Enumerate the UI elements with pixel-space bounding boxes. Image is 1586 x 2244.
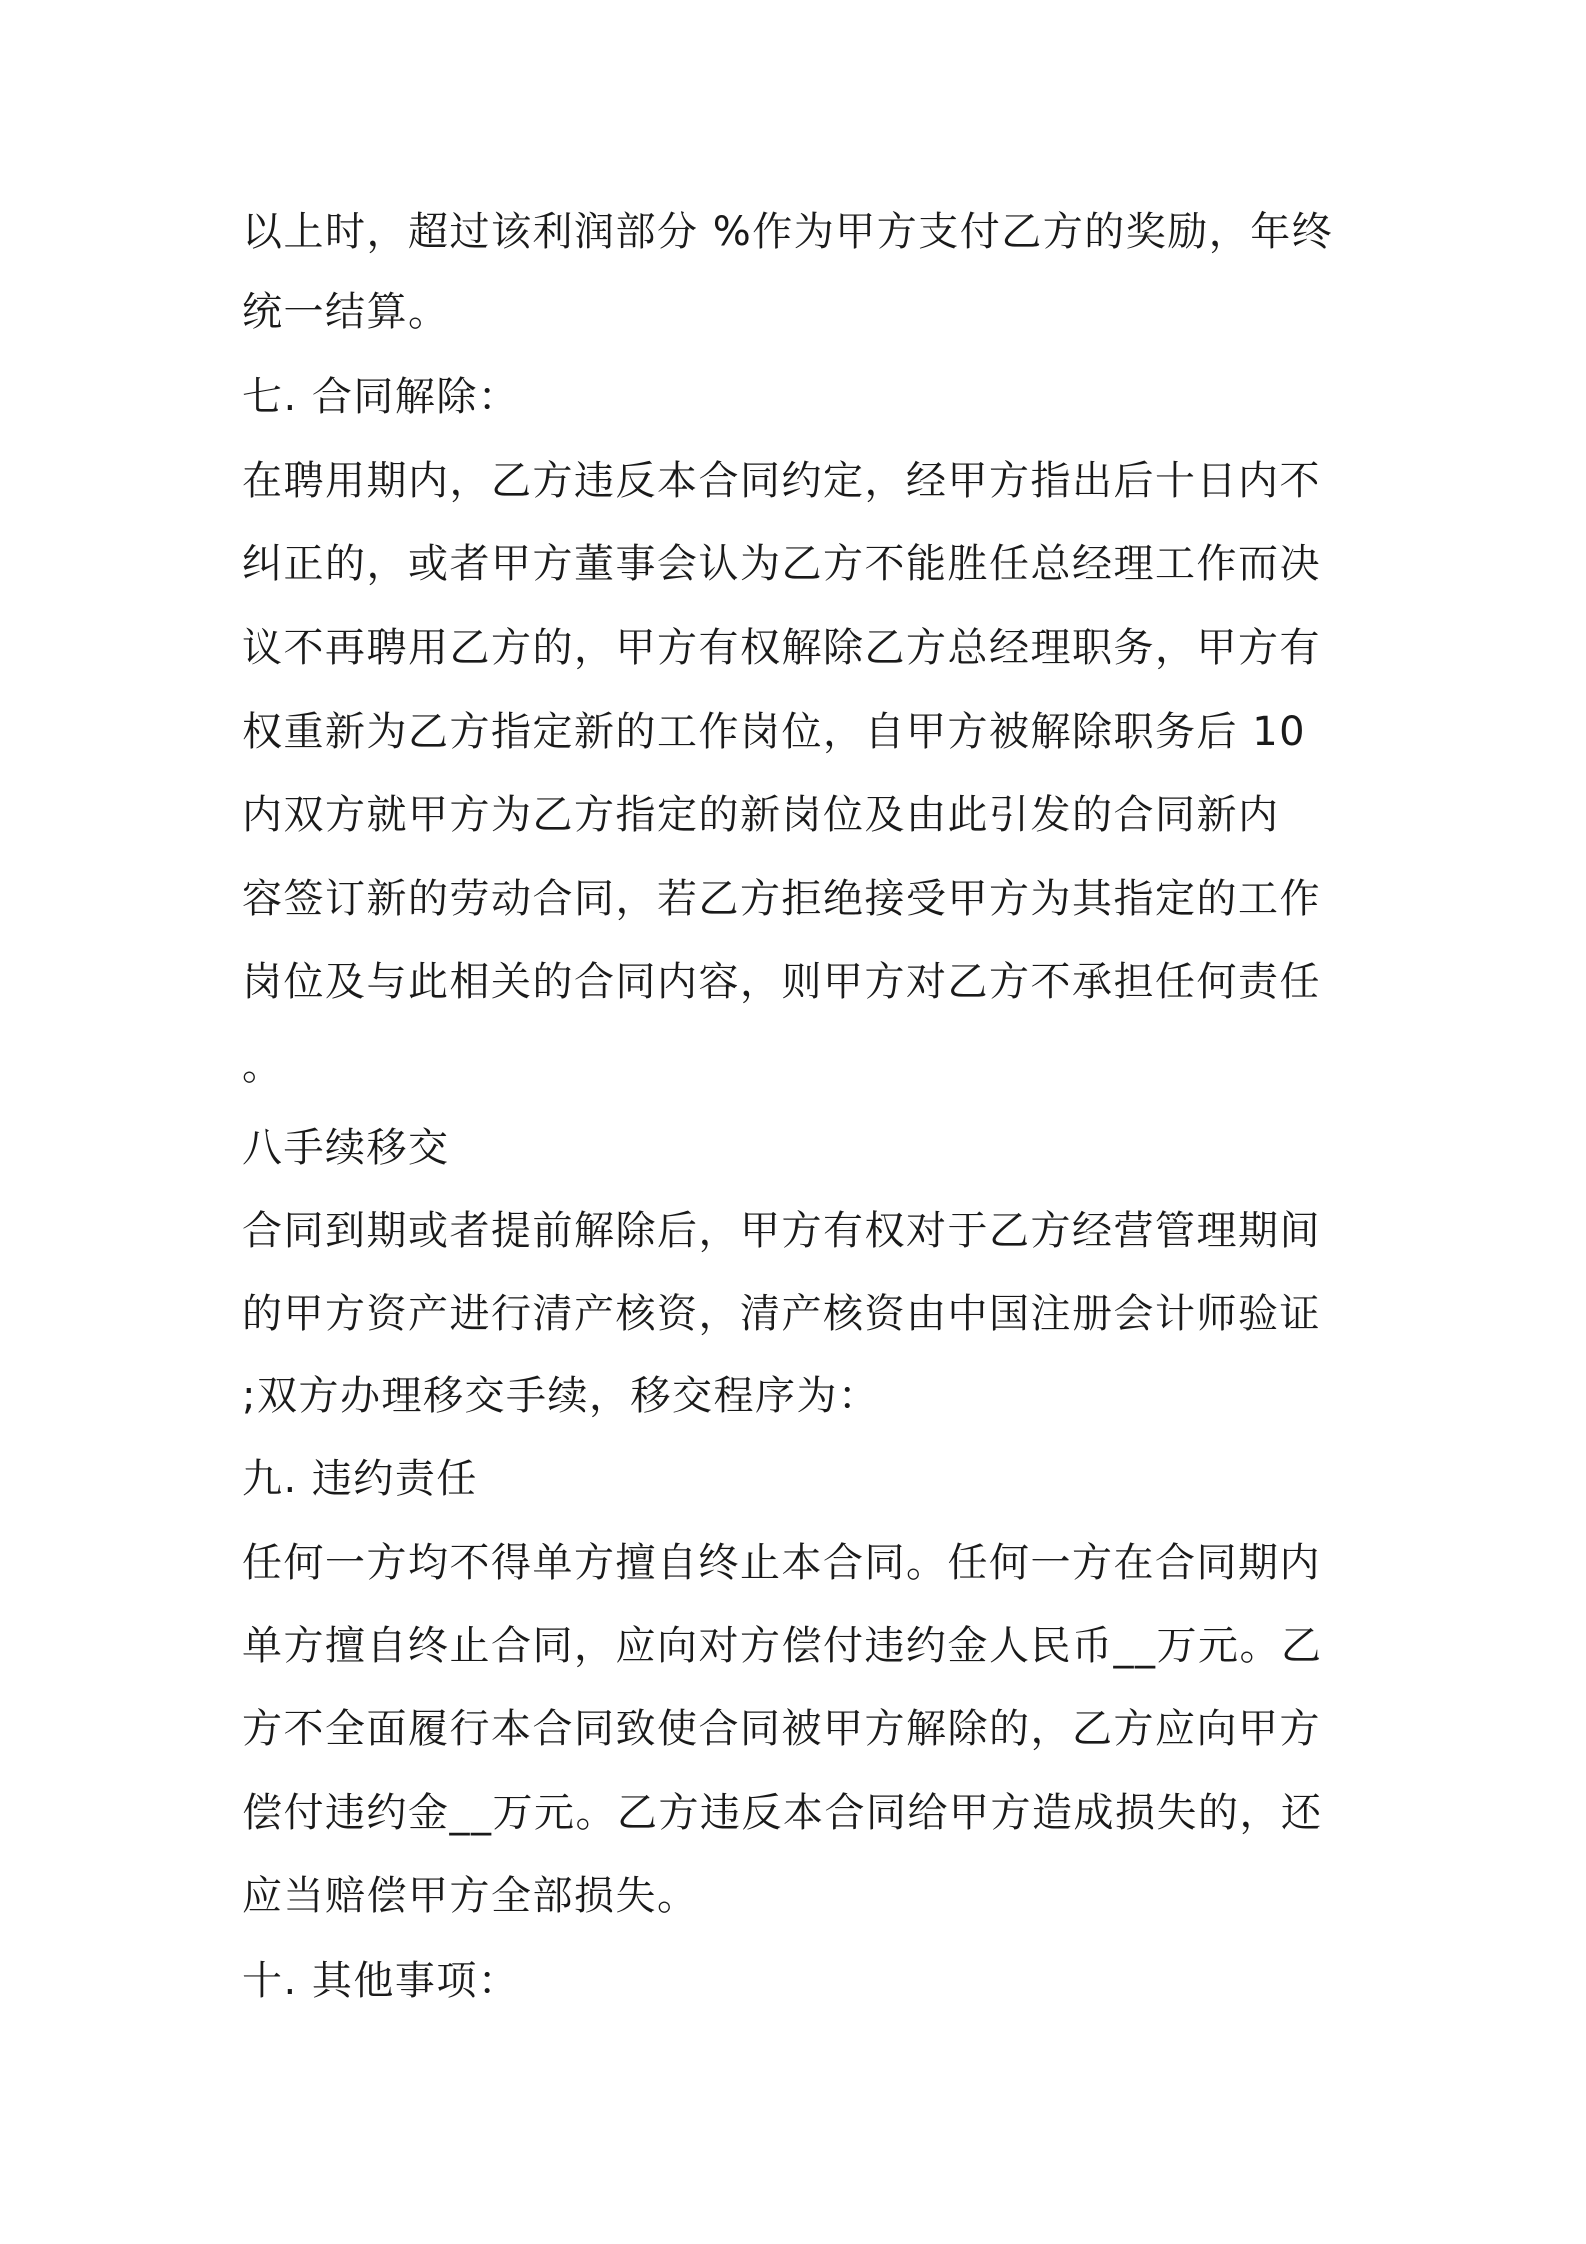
body-text-line: 偿付违约金__万元。乙方违反本合同给甲方造成损失的，还 — [242, 1790, 1323, 1836]
body-text-line: 纠正的，或者甲方董事会认为乙方不能胜任总经理工作而决 — [242, 541, 1321, 587]
body-text-line: 合同到期或者提前解除后，甲方有权对于乙方经营管理期间 — [242, 1208, 1321, 1254]
section-heading-10: 十. 其他事项： — [242, 1958, 520, 2004]
body-text-line: 。 — [242, 1043, 284, 1089]
body-text-line: 以上时，超过该利润部分 %作为甲方支付乙方的奖励，年终 — [242, 209, 1334, 255]
section-heading-7: 七. 合同解除： — [242, 374, 520, 420]
body-text-line: 的甲方资产进行清产核资，清产核资由中国注册会计师验证 — [242, 1291, 1321, 1337]
body-text-line: ;双方办理移交手续，移交程序为： — [242, 1373, 880, 1419]
body-text-line: 容签订新的劳动合同，若乙方拒绝接受甲方为其指定的工作 — [242, 876, 1321, 922]
body-text-line: 权重新为乙方指定新的工作岗位，自甲方被解除职务后 10 — [242, 709, 1307, 755]
body-text-line: 在聘用期内，乙方违反本合同约定，经甲方指出后十日内不 — [242, 458, 1321, 504]
body-text-line: 单方擅自终止合同，应向对方偿付违约金人民币__万元。乙 — [242, 1623, 1323, 1669]
body-text-line: 应当赔偿甲方全部损失。 — [242, 1873, 699, 1919]
body-text-line: 岗位及与此相关的合同内容，则甲方对乙方不承担任何责任 — [242, 959, 1321, 1005]
body-text-line: 议不再聘用乙方的，甲方有权解除乙方总经理职务，甲方有 — [242, 625, 1321, 671]
section-heading-9: 九. 违约责任 — [242, 1456, 478, 1502]
body-text-line: 统一结算。 — [242, 289, 450, 335]
body-text-line: 内双方就甲方为乙方指定的新岗位及由此引发的合同新内 — [242, 792, 1280, 838]
body-text-line: 任何一方均不得单方擅自终止本合同。任何一方在合同期内 — [242, 1540, 1321, 1586]
body-text-line: 方不全面履行本合同致使合同被甲方解除的，乙方应向甲方 — [242, 1706, 1321, 1752]
section-heading-8: 八手续移交 — [242, 1125, 450, 1171]
